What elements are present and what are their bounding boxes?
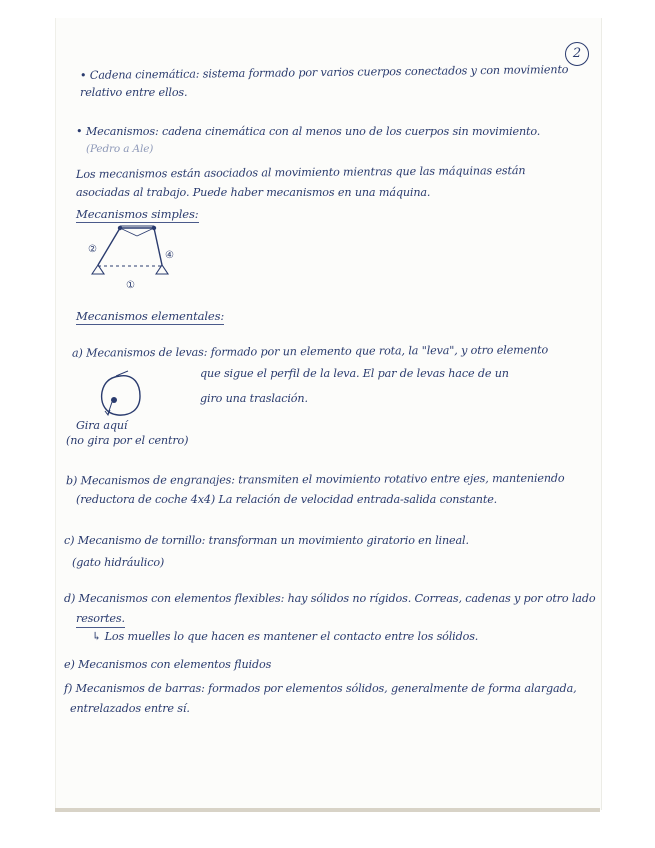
line-asociados-2: asociadas al trabajo. Puede haber mecanismos en una máquina. [76, 186, 431, 199]
line-tornillo: c) Mecanismo de tornillo: transforman un movimiento giratorio en lineal. [64, 534, 469, 547]
line-cadena-cinematica: • Cadena cinemática: sistema formado por varios cuerpos conectados y con movimiento [79, 63, 569, 82]
line-engranajes-2: (reductora de coche 4x4) La relación de velocidad entrada-salida constante. [76, 493, 498, 506]
line-barras-1: f) Mecanismos de barras: formados por elementos sólidos, generalmente de forma alargada, [64, 682, 577, 695]
label-gira-aqui: Gira aquí [76, 419, 128, 432]
diagram-label-1: ① [126, 280, 135, 291]
line-levas-1: a) Mecanismos de levas: formado por un elemento que rota, la "leva", y otro elemento [71, 343, 549, 360]
four-bar-linkage-diagram [82, 218, 192, 298]
line-resortes: resortes. [76, 612, 125, 628]
diagram-label-2: ② [88, 244, 97, 255]
line-barras-2: entrelazados entre sí. [70, 702, 190, 715]
line-gato: (gato hidráulico) [72, 556, 165, 569]
line-relativo: relativo entre ellos. [80, 86, 188, 99]
line-mecanismos-def: • Mecanismos: cadena cinemática con al menos uno de los cuerpos sin movimiento. [76, 125, 541, 138]
line-levas-2: que sigue el perfil de la leva. El par de levas hace de un [200, 367, 509, 380]
page-number: 2 [565, 42, 589, 66]
line-engranajes-1: b) Mecanismos de engranajes: transmiten el movimiento rotativo entre ejes, manteniendo [65, 471, 565, 488]
heading-mecanismos-elementales: Mecanismos elementales: [76, 309, 225, 323]
line-asociados-1: Los mecanismos están asociados al movimiento mientras que las máquinas están [75, 164, 526, 181]
diagram-label-4: ④ [165, 250, 174, 261]
line-note: (Pedro a Ale) [86, 143, 154, 155]
line-muelles: ↳ Los muelles lo que hacen es mantener el contacto entre los sólidos. [92, 630, 479, 643]
line-fluidos: e) Mecanismos con elementos fluidos [64, 658, 272, 671]
label-no-gira: (no gira por el centro) [66, 434, 189, 447]
line-levas-3: giro una traslación. [200, 392, 308, 405]
page-edge [55, 808, 600, 812]
heading-mecanismos-simples: Mecanismos simples: [76, 207, 199, 221]
line-flexibles-1: d) Mecanismos con elementos flexibles: hay sólidos no rígidos. Correas, cadenas y por otro lado [64, 592, 596, 605]
